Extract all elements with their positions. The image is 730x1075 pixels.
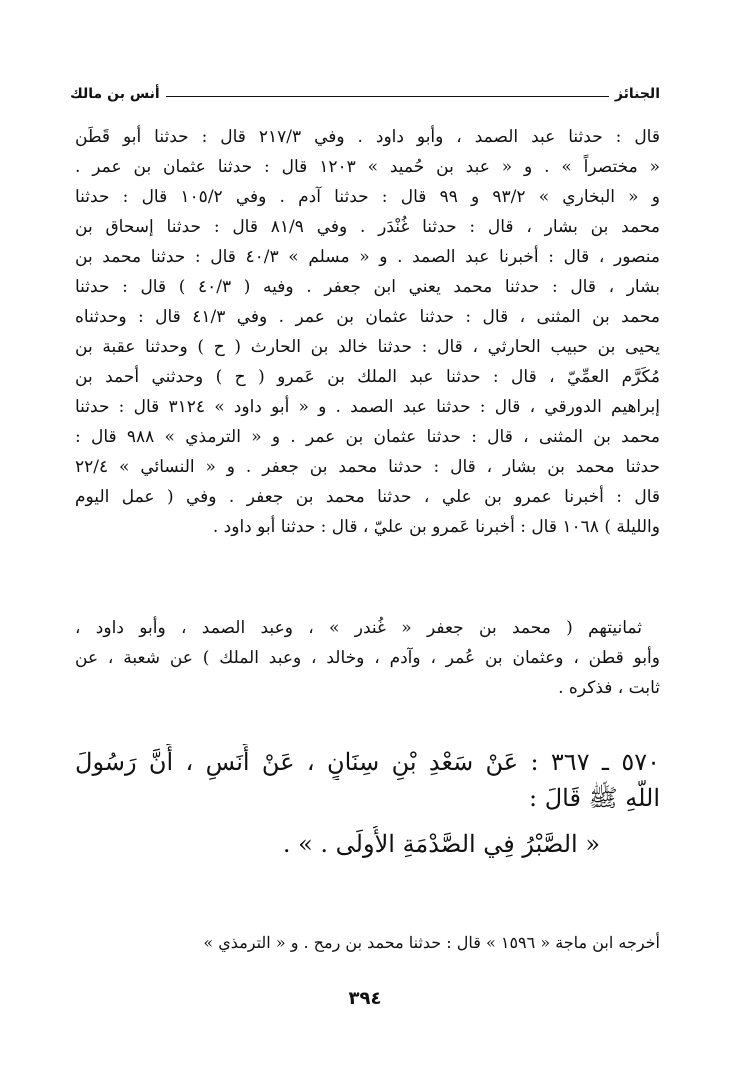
takhrij-paragraph bbox=[75, 122, 660, 542]
section-title: أنس بن مالك bbox=[70, 86, 160, 102]
text-line: ثمانيتهم ( محمد بن جعفر « غُندر » ، وعبد الصمد ، وأبو داود ، bbox=[75, 618, 642, 638]
hadith-matn: « الصَّبْرُ فِي الصَّدْمَةِ الأُولَى . » . bbox=[282, 830, 600, 858]
hadith-isnad-end: اللَّهِ ﷺ قَالَ : bbox=[529, 784, 660, 812]
text-line: حدثنا محمد بن بشار ، قال : حدثنا محمد بن جعفر . و « النسائي » ٢٢/٤ bbox=[75, 457, 660, 477]
text-line: يحيى بن حبيب الحارثي ، قال : حدثنا خالد بن الحارث ( ح ) وحدثنا عقبة بن bbox=[75, 337, 660, 357]
text-line: محمد بن المثنى ، قال : حدثنا عثمان بن عمر . وفي ٤١/٣ قال : وحدثناه bbox=[75, 307, 660, 327]
hadith-isnad: ٥٧٠ ـ ٣٦٧ : عَنْ سَعْدِ بْنِ سِنَانٍ ، عَنْ أَنَسٍ ، أَنَّ رَسُولَ bbox=[75, 748, 660, 776]
footnote bbox=[75, 930, 660, 956]
text-line: محمد بن المثنى ، قال : حدثنا عثمان بن عمر . و « الترمذي » ٩٨٨ قال : bbox=[75, 427, 660, 447]
text-line: منصور ، قال : أخبرنا عبد الصمد . و « مسلم » ٤٠/٣ قال : حدثنا محمد بن bbox=[75, 247, 660, 267]
text-line: والليلة ) ١٠٦٨ قال : أخبرنا عَمرو بن عليّ ، قال : حدثنا أبو داود . bbox=[212, 517, 660, 537]
running-header bbox=[70, 78, 660, 102]
text-line: ثابت ، فذكره . bbox=[558, 678, 660, 698]
text-line: « مختصراً » . و « عبد بن حُميد » ١٢٠٣ قال : حدثنا عثمان بن عمر . bbox=[75, 157, 660, 177]
hadith-block bbox=[75, 744, 660, 862]
chapter-title: الجنائز bbox=[614, 86, 660, 102]
text-line: مُكَرَّم العمِّيّ ، قال : حدثنا عبد الملك بن عَمرو ( ح ) وحدثني أحمد بن bbox=[75, 367, 660, 387]
text-line: و « البخاري » ٩٣/٢ و ٩٩ قال : حدثنا آدم . وفي ١٠٥/٢ قال : حدثنا bbox=[75, 187, 660, 207]
footnote-line: أخرجه ابن ماجة « ١٥٩٦ » قال : حدثنا محمد بن رمح . و « الترمذي » bbox=[203, 933, 660, 952]
text-line: إبراهيم الدورقي ، قال : حدثنا عبد الصمد . و « أبو داود » ٣١٢٤ قال : حدثنا bbox=[75, 397, 660, 417]
text-line: بشار ، قال : حدثنا محمد يعني ابن جعفر . وفيه ( ٤٠/٣ ) قال : حدثنا bbox=[75, 277, 660, 297]
text-line: محمد بن بشار ، قال : حدثنا غُنْدَر . وفي ٨١/٩ قال : حدثنا إسحاق بن bbox=[75, 217, 660, 237]
text-line: قال : حدثنا عبد الصمد ، وأبو داود . وفي ٢١٧/٣ قال : حدثنا أبو قَطَن bbox=[75, 127, 660, 147]
header-rule bbox=[166, 96, 609, 97]
text-line: قال : أخبرنا عمرو بن علي ، حدثنا محمد بن جعفر . وفي ( عمل اليوم bbox=[75, 487, 660, 507]
summary-paragraph bbox=[75, 613, 660, 703]
page-number: ٣٩٤ bbox=[348, 988, 382, 1009]
text-line: وأبو قطن ، وعثمان بن عُمر ، وآدم ، وخالد ، وعبد الملك ) عن شعبة ، عن bbox=[75, 648, 660, 668]
